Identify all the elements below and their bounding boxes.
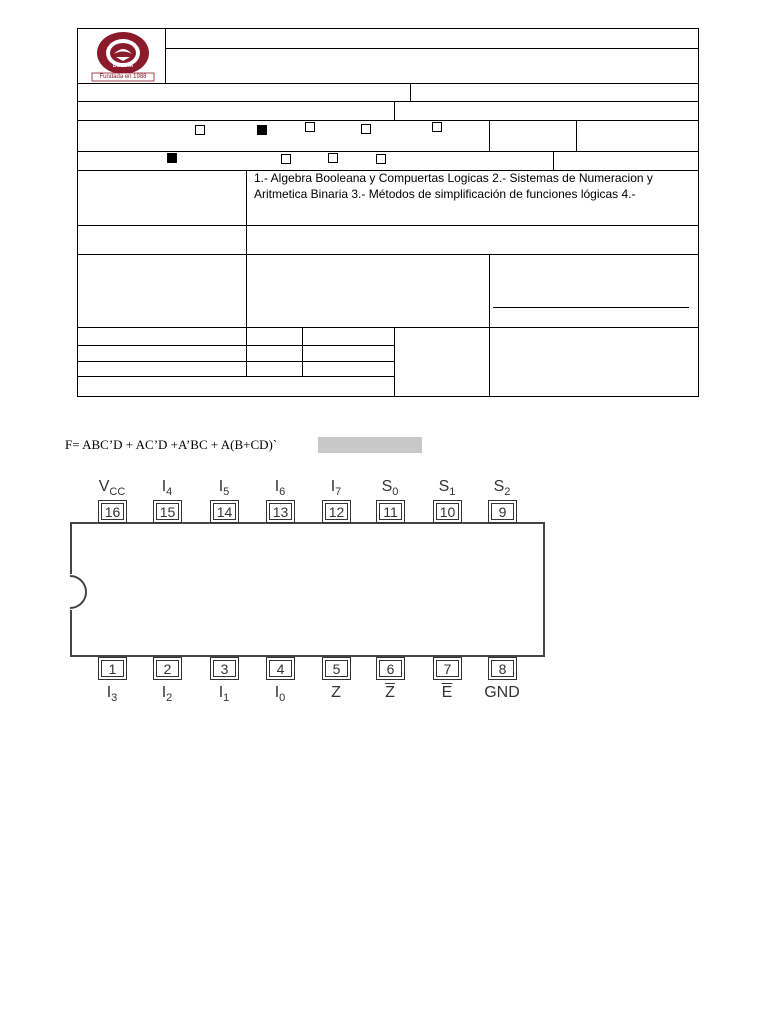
pin-label-text: I — [218, 684, 224, 701]
pin-label-text: $\overline{E}$ — [441, 684, 453, 701]
pin-number: 4 — [269, 660, 292, 677]
row1-divider — [410, 83, 411, 102]
row4-divider — [553, 151, 554, 171]
header-block — [77, 28, 699, 84]
signature-line — [493, 307, 689, 308]
checkbox-9[interactable] — [376, 154, 386, 164]
pin-number: 6 — [379, 660, 402, 677]
pin-label-subscript: 0 — [279, 692, 286, 705]
header-divider-v — [165, 28, 166, 84]
checkbox-5[interactable] — [432, 122, 442, 132]
pin-label-6 — [365, 684, 415, 702]
pin-label-text: S — [381, 478, 393, 495]
form-bottom-block — [77, 327, 699, 397]
pin-number: 7 — [436, 660, 459, 677]
pin-7 — [433, 657, 462, 680]
pin-label-subscript: 7 — [335, 486, 342, 499]
pin-8 — [488, 657, 517, 680]
pin-3 — [210, 657, 239, 680]
pin-label-subscript: 2 — [504, 486, 511, 499]
pin-label-15 — [142, 478, 192, 498]
pin-10 — [433, 500, 462, 523]
pin-label-9 — [477, 478, 527, 498]
pin-label-text: S — [438, 478, 450, 495]
pin-2 — [153, 657, 182, 680]
logo-country: BOLIVIA — [112, 63, 134, 69]
pin-label-subscript: 6 — [279, 486, 286, 499]
form-row-2 — [77, 101, 699, 121]
pin-label-16 — [87, 478, 137, 498]
pin-label-text: I — [106, 684, 112, 701]
pin-label-text: I — [274, 478, 280, 495]
chip-body — [70, 522, 545, 657]
pin-6 — [376, 657, 405, 680]
pin-number: 5 — [325, 660, 348, 677]
formula-highlight — [318, 437, 422, 453]
pin-label-subscript: CC — [109, 486, 126, 499]
row3-divider-b — [576, 120, 577, 152]
pin-number: 10 — [436, 503, 459, 520]
chip-notch — [68, 574, 92, 610]
pin-label-14 — [199, 478, 249, 498]
checkbox-1[interactable] — [195, 125, 205, 135]
pin-label-10 — [422, 478, 472, 498]
pin-label-text: V — [98, 478, 110, 495]
topics-text-line-1: 1.- Algebra Booleana y Compuertas Logicas 2.- Sistemas de Numeracion y — [254, 171, 653, 185]
pin-label-text: I — [161, 684, 167, 701]
logo-tagline: Fundada en 1988 — [99, 74, 147, 80]
pin-label-text: I — [218, 478, 224, 495]
row7-divider-b — [489, 254, 490, 328]
bottom-divider-right — [489, 327, 490, 397]
form-row-6 — [77, 225, 699, 255]
pin-label-subscript: 5 — [223, 486, 230, 499]
pin-label-subscript: 1 — [223, 692, 230, 705]
form-row-7 — [77, 254, 699, 328]
row7-divider-a — [246, 254, 247, 328]
boolean-formula: F= ABC’D + AC’D +A’BC + A(B+CD)` — [65, 437, 278, 452]
pin-label-subscript: 3 — [111, 692, 118, 705]
topics-text-line-2: Aritmetica Binaria 3.- Métodos de simplificación de funciones lógicas 4.- — [254, 187, 636, 201]
pin-label-text: Z — [331, 684, 341, 701]
pin-number: 2 — [156, 660, 179, 677]
pin-9 — [488, 500, 517, 523]
pin-label-subscript: 2 — [166, 692, 173, 705]
pin-number: 15 — [156, 503, 179, 520]
checkbox-7[interactable] — [281, 154, 291, 164]
pin-label-subscript: 4 — [166, 486, 173, 499]
pin-number: 14 — [213, 503, 236, 520]
grid-row-line-1 — [77, 345, 395, 346]
pin-12 — [322, 500, 351, 523]
pin-15 — [153, 500, 182, 523]
checkbox-2[interactable] — [257, 125, 267, 135]
pin-1 — [98, 657, 127, 680]
pin-label-12 — [311, 478, 361, 498]
pin-number: 12 — [325, 503, 348, 520]
pin-number: 8 — [491, 660, 514, 677]
pin-label-text: I — [330, 478, 336, 495]
checkbox-3[interactable] — [305, 122, 315, 132]
pin-label-5 — [311, 684, 361, 702]
grid-row-line-2 — [77, 361, 395, 362]
header-divider-h — [165, 48, 699, 49]
pin-label-subscript: 0 — [392, 486, 399, 499]
pin-label-13 — [255, 478, 305, 498]
pin-label-text: $\overline{Z}$ — [385, 684, 395, 701]
pin-label-7 — [422, 684, 472, 702]
pin-11 — [376, 500, 405, 523]
pin-number: 16 — [101, 503, 124, 520]
checkbox-6[interactable] — [167, 153, 177, 163]
checkbox-4[interactable] — [361, 124, 371, 134]
form-row-3 — [77, 120, 699, 152]
grid-row-line-3 — [77, 376, 395, 377]
row6-divider — [246, 225, 247, 255]
topics-divider — [246, 170, 247, 226]
pin-13 — [266, 500, 295, 523]
university-logo — [88, 30, 158, 82]
checkbox-8[interactable] — [328, 153, 338, 163]
pin-label-text: S — [493, 478, 505, 495]
pin-number: 9 — [491, 503, 514, 520]
pin-label-4 — [255, 684, 305, 704]
pin-label-text: GND — [484, 684, 520, 701]
pin-label-11 — [365, 478, 415, 498]
grid-col-line-1 — [246, 327, 247, 377]
pin-number: 13 — [269, 503, 292, 520]
row3-divider-a — [489, 120, 490, 152]
form-row-1 — [77, 83, 699, 102]
pin-16 — [98, 500, 127, 523]
pin-number: 1 — [101, 660, 124, 677]
pin-4 — [266, 657, 295, 680]
pin-label-3 — [199, 684, 249, 704]
row2-divider — [394, 101, 395, 121]
pin-label-text: I — [161, 478, 167, 495]
pin-number: 3 — [213, 660, 236, 677]
grid-col-line-2 — [302, 327, 303, 377]
pin-label-subscript: 1 — [449, 486, 456, 499]
pin-label-1 — [87, 684, 137, 704]
pin-label-text: I — [274, 684, 280, 701]
pin-label-2 — [142, 684, 192, 704]
pin-14 — [210, 500, 239, 523]
pin-5 — [322, 657, 351, 680]
pin-label-8 — [477, 684, 527, 702]
bottom-divider-mid — [394, 327, 395, 397]
pin-number: 11 — [379, 503, 402, 520]
